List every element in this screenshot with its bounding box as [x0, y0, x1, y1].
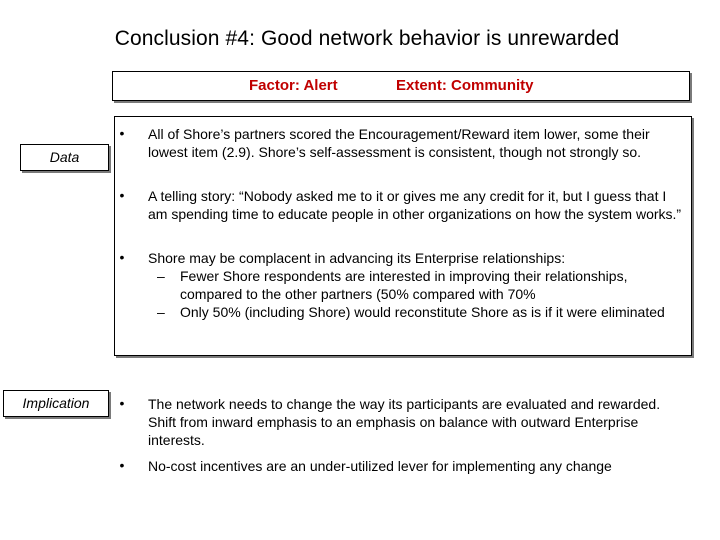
bullet-marker: •: [119, 249, 125, 265]
bullet-marker: •: [119, 457, 125, 473]
dash-marker: –: [157, 304, 165, 320]
implication-bullet-2: No-cost incentives are an under-utilized lever for implementing any change: [148, 458, 612, 474]
implication-bullet-1: The network needs to change the way its participants are evaluated and rewarded. Shift from inward emphasis to an emphasis on balance with outward Enterprise interests.: [148, 396, 661, 448]
implication-section-label: Implication: [3, 390, 109, 417]
data-section-label: Data: [20, 144, 109, 171]
data-bullet-2: A telling story: “Nobody asked me to it or gives me any credit for it, but I guess that I am spending time to educate people in other organizations on how the system works.”: [148, 188, 682, 222]
data-bullet-1: All of Shore’s partners scored the Encouragement/Reward item lower, some their lowest item (2.9). Shore’s self-assessment is consistent, though not strongly so.: [148, 126, 650, 160]
extent-label: Extent: Community: [396, 77, 534, 94]
factor-extent-box: [112, 71, 690, 101]
dash-marker: –: [157, 268, 165, 284]
sub-bullet-text: Fewer Shore respondents are interested in improving their relationships, compared to the other partners (50% compared with 70%: [180, 268, 628, 302]
factor-label: Factor: Alert: [249, 77, 338, 94]
sub-bullet-text: Only 50% (including Shore) would reconstitute Shore as is if it were eliminated: [180, 304, 665, 320]
bullet-marker: •: [119, 187, 125, 203]
bullet-marker: •: [119, 395, 125, 411]
bullet-marker: •: [119, 125, 125, 141]
data-bullet-3: Shore may be complacent in advancing its Enterprise relationships:: [148, 250, 566, 266]
slide-title: Conclusion #4: Good network behavior is unrewarded: [114, 27, 620, 50]
